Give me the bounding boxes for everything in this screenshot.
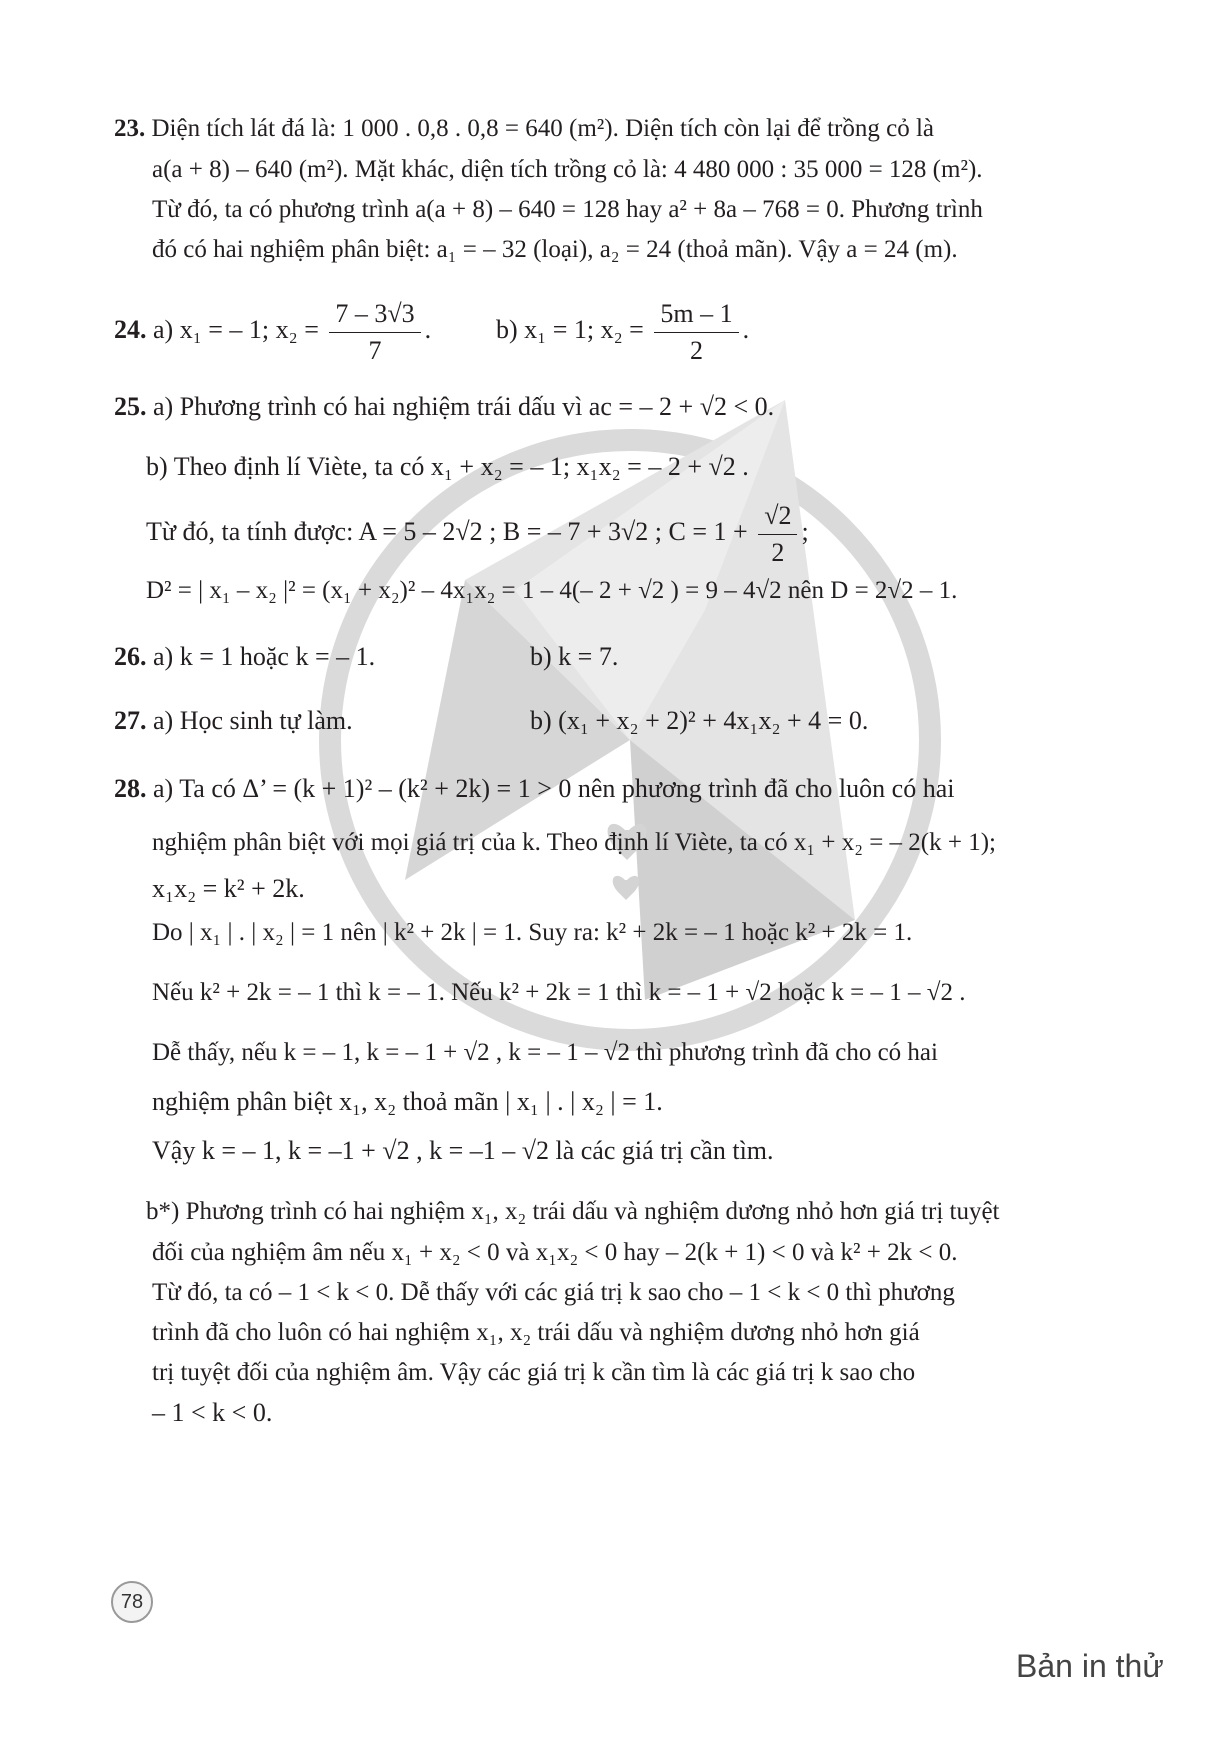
- problem-23-line-4: [152, 233, 958, 267]
- p28-b5: trị tuyệt đối của nghiệm âm. Vậy các giá trị k cần tìm là các giá trị k sao cho: [152, 1359, 916, 1386]
- problem-27-number: 27.: [114, 706, 147, 735]
- problem-28-line-7: [152, 1085, 663, 1119]
- problem-28-number: 28.: [114, 774, 147, 803]
- p25-d: D² = | x₁ – x₂ |² = (x₁ + x₂)² – 4x₁x₂ = 1 – 4(– 2 + √2 ) = 9 – 4√2 nên D = 2√2 – 1.: [146, 577, 958, 604]
- problem-28-b-line-4: [152, 1316, 920, 1350]
- problem-23-line-2: [152, 153, 983, 187]
- problem-28-line-3: [152, 872, 305, 906]
- problem-28-b-line-6: [152, 1396, 272, 1430]
- problem-27-line: [114, 704, 353, 738]
- p28-l2: nghiệm phân biệt với mọi giá trị của k. Theo định lí Viète, ta có x₁ + x₂ = – 2(k + 1);: [152, 829, 996, 856]
- problem-28-line-5: [152, 976, 966, 1010]
- p25-b: b) Theo định lí Viète, ta có x₁ + x₂ = – 1; x₁x₂ = – 2 + √2 .: [146, 452, 749, 481]
- p28-l4: Do | x₁ | . | x₂ | = 1 nên | k² + 2k | = 1. Suy ra: k² + 2k = – 1 hoặc k² + 2k = 1.: [152, 919, 913, 946]
- p23-text-2: a(a + 8) – 640 (m²). Mặt khác, diện tích trồng cỏ là: 4 480 000 : 35 000 = 128 (m²).: [152, 156, 983, 183]
- problem-25-line-a: [114, 390, 774, 424]
- problem-23-number: 23.: [114, 115, 146, 142]
- problem-28-line-6: [152, 1036, 938, 1070]
- p25-c-tail: ;: [801, 517, 809, 546]
- p28-l7: nghiệm phân biệt x₁, x₂ thoả mãn | x₁ | . | x₂ | = 1.: [152, 1087, 663, 1116]
- p28-l8: Vậy k = – 1, k = –1 + √2 , k = –1 – √2 là các giá trị cần tìm.: [152, 1136, 774, 1165]
- problem-28-b-line-1: [146, 1195, 1000, 1229]
- p24-a-fraction: [329, 298, 420, 367]
- p24-b-dot: .: [742, 315, 750, 344]
- problem-24-line: [114, 295, 431, 367]
- problem-24-b: [496, 295, 749, 367]
- p25-c-fraction: [758, 500, 797, 569]
- problem-28-line-1: [114, 772, 954, 806]
- p24-b-fraction: [654, 298, 738, 367]
- p28-b4: trình đã cho luôn có hai nghiệm x₁, x₂ trái dấu và nghiệm dương nhỏ hơn giá: [152, 1319, 920, 1346]
- p28-l5: Nếu k² + 2k = – 1 thì k = – 1. Nếu k² + 2k = 1 thì k = – 1 + √2 hoặc k = – 1 – √2 .: [152, 979, 966, 1006]
- p26-a: a) k = 1 hoặc k = – 1.: [153, 642, 376, 671]
- problem-23-line-1: [114, 112, 934, 146]
- problem-27-b: [530, 704, 868, 738]
- p24-a-denominator: 7: [368, 335, 382, 365]
- p25-c-lead: Từ đó, ta tính được: A = 5 – 2√2 ; B = – 7 + 3√2 ; C = 1 +: [146, 517, 748, 546]
- problem-28-line-8: [152, 1134, 774, 1168]
- p25-c-denominator: 2: [771, 537, 785, 567]
- problem-28-b-line-5: [152, 1356, 915, 1390]
- p28-b1: b*) Phương trình có hai nghiệm x₁, x₂ trái dấu và nghiệm dương nhỏ hơn giá trị tuyệt: [146, 1198, 1000, 1225]
- page-number-badge: 78: [111, 1581, 153, 1623]
- p24-a-dot: .: [424, 315, 432, 344]
- problem-25-line-c: [146, 497, 809, 569]
- problem-23-line-3: [152, 193, 983, 227]
- problem-28-line-4: [152, 916, 912, 950]
- problem-25-line-b: [146, 450, 749, 484]
- p24-b-lead: b) x₁ = 1; x₂ =: [496, 315, 644, 344]
- p25-c-numerator: √2: [758, 500, 797, 535]
- p25-a: a) Phương trình có hai nghiệm trái dấu vì ac = – 2 + √2 < 0.: [153, 392, 775, 421]
- p24-b-numerator: 5m – 1: [654, 298, 738, 333]
- p27-a: a) Học sinh tự làm.: [153, 706, 353, 735]
- p24-a-lead: a) x₁ = – 1; x₂ =: [153, 315, 319, 344]
- p23-text-3: Từ đó, ta có phương trình a(a + 8) – 640 = 128 hay a² + 8a – 768 = 0. Phương trình: [152, 196, 983, 223]
- p24-a-numerator: 7 – 3√3: [329, 298, 420, 333]
- problem-28-line-2: [152, 826, 996, 860]
- draft-label: Bản in thử: [1016, 1648, 1164, 1684]
- problem-26-b: [530, 640, 618, 674]
- p26-b: b) k = 7.: [530, 642, 619, 671]
- p24-b-denominator: 2: [689, 335, 703, 365]
- problem-26-number: 26.: [114, 642, 147, 671]
- p28-l1: a) Ta có Δ’ = (k + 1)² – (k² + 2k) = 1 > 0 nên phương trình đã cho luôn có hai: [153, 774, 955, 803]
- problem-24-number: 24.: [114, 315, 147, 344]
- p23-text-4: đó có hai nghiệm phân biệt: a₁ = – 32 (loại), a₂ = 24 (thoả mãn). Vậy a = 24 (m).: [152, 236, 958, 263]
- problem-26-line: [114, 640, 375, 674]
- problem-28-b-line-2: [152, 1236, 958, 1270]
- p27-b: b) (x₁ + x₂ + 2)² + 4x₁x₂ + 4 = 0.: [530, 706, 869, 735]
- p28-b3: Từ đó, ta có – 1 < k < 0. Dễ thấy với các giá trị k sao cho – 1 < k < 0 thì phương: [152, 1279, 955, 1306]
- problem-25-number: 25.: [114, 392, 147, 421]
- p28-l3: x₁x₂ = k² + 2k.: [152, 874, 305, 903]
- problem-28-b-line-3: [152, 1276, 955, 1310]
- p28-l6: Dễ thấy, nếu k = – 1, k = – 1 + √2 , k = – 1 – √2 thì phương trình đã cho có hai: [152, 1039, 938, 1066]
- p28-b2: đối của nghiệm âm nếu x₁ + x₂ < 0 và x₁x₂ < 0 hay – 2(k + 1) < 0 và k² + 2k < 0.: [152, 1239, 958, 1266]
- p28-b6: – 1 < k < 0.: [152, 1398, 273, 1427]
- problem-25-line-d: [146, 574, 957, 608]
- p23-text-1: Diện tích lát đá là: 1 000 . 0,8 . 0,8 = 640 (m²). Diện tích còn lại để trồng cỏ là: [151, 115, 935, 142]
